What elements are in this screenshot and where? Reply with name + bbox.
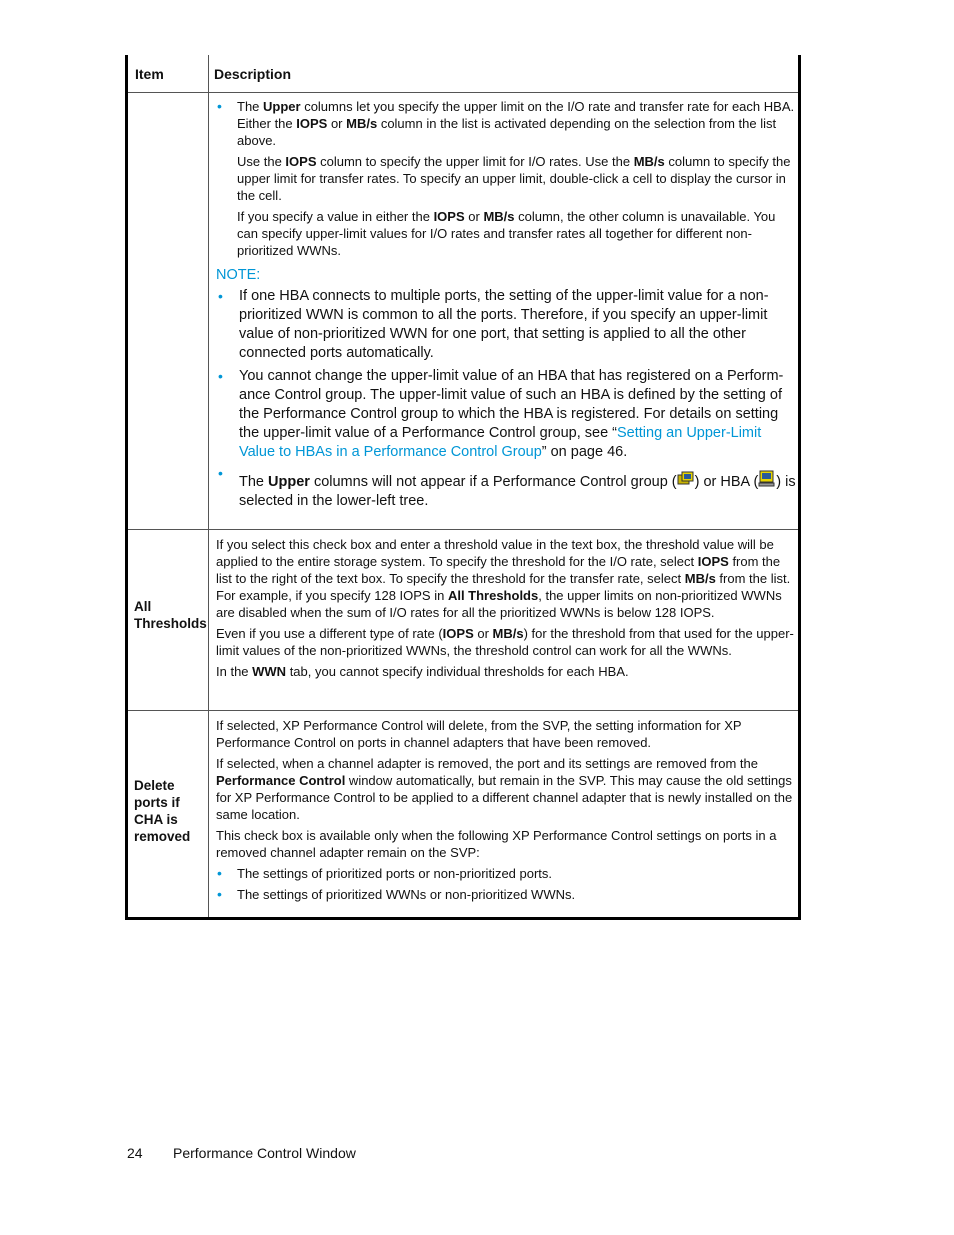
- paragraph: In the WWN tab, you cannot specify individual thresholds for each HBA.: [216, 664, 629, 679]
- list-item: • The settings of prioritized ports or non-prioritized ports.: [217, 865, 553, 881]
- paragraph: Even if you use a different type of rate (IOPS or MB/s) for the threshold from that used for the upper-limit values of the non-prioritized WWNs, the threshold control can work for all the WWNs.: [216, 626, 794, 658]
- description-table: [125, 55, 801, 920]
- note-label: NOTE:: [216, 267, 261, 283]
- row-divider: [128, 710, 798, 711]
- running-footer-title: Performance Control Window: [173, 1145, 356, 1161]
- list-item: • The Upper columns let you specify the upper limit on the I/O rate and transfer rate for each HBA. Either the IOPS or MB/s column in the list is activated depending on the selection from the list above.: [217, 98, 795, 148]
- row-divider: [128, 529, 798, 530]
- page-number: 24: [127, 1145, 143, 1161]
- bullet: •: [218, 465, 223, 481]
- row-divider: [128, 92, 798, 93]
- paragraph: If selected, XP Performance Control will delete, from the SVP, the setting information for XP Performance Control on ports in channel adapters that have been removed.: [216, 718, 742, 750]
- header-description: Description: [214, 66, 292, 82]
- item-delete-ports: Delete ports if CHA is removed: [134, 778, 191, 844]
- hba-icon: [758, 470, 776, 486]
- paragraph: If you select this check box and enter a threshold value in the text box, the threshold value will be applied to the entire storage system. To specify the threshold for the I/O rate, select IOPS from the list to the right of the text box. To specify the threshold for the transfer rate, select MB/s from the list. For example, if you specify 128 IOPS in All Thresholds, the upper limits on non-prioritized WWNs are disabled when the sum of I/O rates for all the prioritized WWNs is below 128 IOPS.: [216, 537, 791, 620]
- paragraph: If you specify a value in either the IOPS or MB/s column, the other column is unavailable. You can specify upper-limit values for I/O rates and transfer rates all together for different non-prioritized WWNs.: [237, 209, 776, 258]
- paragraph: This check box is available only when the following XP Performance Control settings on ports in a removed channel adapter remain on the SVP:: [216, 828, 777, 860]
- row-upper-description: [216, 98, 798, 515]
- paragraph: Use the IOPS column to specify the upper limit for I/O rates. Use the MB/s column to specify the upper limit for transfer rates. To specify an upper limit, double-click a cell to display the cursor in the cell.: [237, 154, 791, 203]
- item-all-thresholds: All Thresholds: [134, 599, 207, 631]
- bullet: •: [217, 98, 222, 114]
- note-item: • The Upper columns will not appear if a Performance Control group ( ) or HBA ( ) is selected in the lower-left tree.: [218, 465, 796, 509]
- cross-reference-link[interactable]: Setting an Upper-Limit Value to HBAs in a Performance Control Group: [239, 425, 762, 460]
- list-item: • The settings of prioritized WWNs or non-prioritized WWNs.: [217, 886, 576, 902]
- performance-control-group-icon: [677, 470, 695, 486]
- note-item: • If one HBA connects to multiple ports, the setting of the upper-limit value for a non-prioritized WWN is common to all the ports. Therefore, if you specify an upper-limit value of non-prioritized WWN for one port, that setting is applied to all the other connected ports automatically.: [218, 288, 769, 361]
- note-item: • You cannot change the upper-limit value of an HBA that has registered on a Perform-ance Control group. The upper-limit value of such an HBA is defined by the setting of the Performance Control group to which the HBA is registered. For details on setting the upper-limit value of a Performance Control group, see “Setting an Upper-Limit Value to HBAs in a Performance Control Group” on page 46.: [218, 368, 784, 460]
- header-item: Item: [135, 66, 164, 82]
- row-delete-ports-description: [216, 717, 798, 907]
- bullet: •: [218, 368, 223, 384]
- bullet: •: [217, 886, 222, 902]
- bullet: •: [218, 288, 223, 304]
- bullet: •: [217, 865, 222, 881]
- column-divider: [208, 55, 209, 917]
- row-all-thresholds-description: [216, 536, 798, 684]
- paragraph: If selected, when a channel adapter is removed, the port and its settings are removed from the Performance Control window automatically, but remain in the SVP. This may cause the old settings for XP Performance Control to be applied to a different channel adapter that is newly installed on the same location.: [216, 756, 793, 822]
